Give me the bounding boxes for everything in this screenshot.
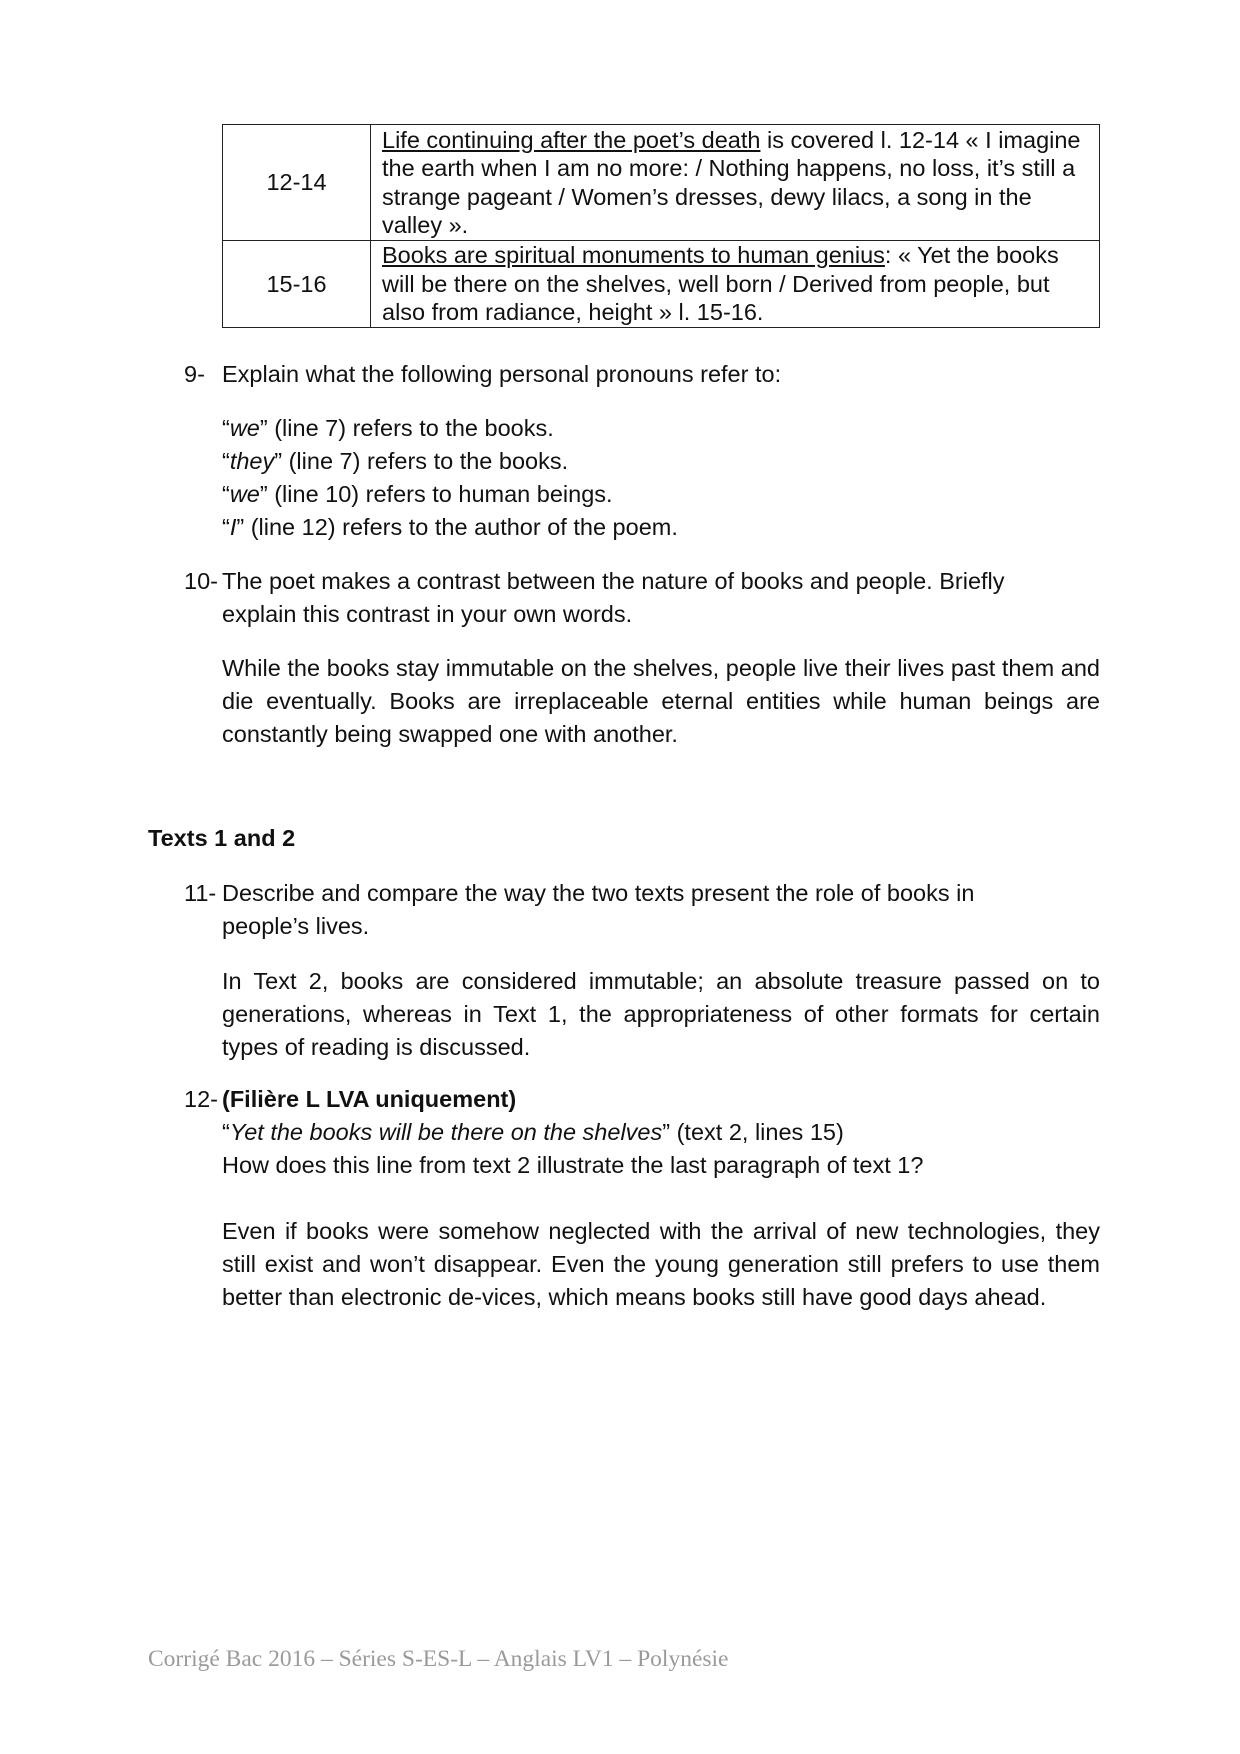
- question-number: 12-: [184, 1086, 218, 1112]
- quote-text: Yet the books will be there on the shelves: [229, 1119, 663, 1145]
- answer-table: [222, 124, 1100, 328]
- answer-paragraph: While the books stay immutable on the shelves, people live their lives past them and die eventually. Books are irreplaceable eternal entities while human beings are constantly being swapped one with another.: [222, 655, 1100, 747]
- pronoun: we: [229, 481, 260, 507]
- description-text: is covered l. 12-14 « I imagine the earth when I am no more: / Nothing happens, no loss, it’s still a strange pageant / Women’s dresses, dewy lilacs, a song in the valley ».: [382, 126, 1081, 238]
- pronoun: we: [229, 415, 260, 441]
- question-label: (Filière L LVA uniquement): [222, 1086, 517, 1112]
- table-row: [223, 125, 1100, 241]
- underlined-phrase: Books are spiritual monuments to human genius: [382, 242, 885, 268]
- question-number: 11-: [184, 880, 217, 906]
- section-heading: Texts 1 and 2: [148, 825, 296, 851]
- question-number: 9-: [184, 361, 205, 387]
- pronoun: I: [229, 514, 237, 540]
- question-9: [184, 358, 1100, 391]
- quoted-line: “Yet the books will be there on the shelves” (text 2, lines 15): [222, 1119, 844, 1145]
- pronoun: they: [229, 448, 275, 474]
- answer-paragraph: Even if books were somehow neglected with the arrival of new technologies, they still exist and won’t disappear. Even the young generation still prefers to use them better than electronic de-vices, which means books still have good days ahead.: [222, 1218, 1100, 1310]
- list-item: “they” (line 7) refers to the books.: [222, 448, 569, 474]
- question-text: Explain what the following personal pronouns refer to:: [222, 361, 782, 387]
- table-cell-description: [371, 241, 1100, 328]
- table-cell-lines: 12-14: [223, 125, 371, 241]
- answer-list: [222, 412, 1100, 544]
- page-footer: Corrigé Bac 2016 – Séries S-ES-L – Anglais LV1 – Polynésie: [148, 1646, 729, 1672]
- list-item: “we” (line 10) refers to human beings.: [222, 481, 613, 507]
- underlined-phrase: Life continuing after the poet’s death: [382, 126, 761, 153]
- question-text: How does this line from text 2 illustrate the last paragraph of text 1?: [222, 1152, 924, 1178]
- list-item: “I” (line 12) refers to the author of the poem.: [222, 514, 678, 540]
- question-text: Describe and compare the way the two texts present the role of books in people’s lives.: [222, 880, 975, 939]
- question-10: [184, 565, 1100, 631]
- question-12: [184, 1083, 1100, 1182]
- table-row: [223, 241, 1100, 328]
- description-text: : « Yet the books will be there on the shelves, well born / Derived from people, but also from radiance, height » l. 15-16.: [382, 242, 1059, 325]
- question-text: The poet makes a contrast between the nature of books and people. Briefly explain this contrast in your own words.: [222, 568, 1005, 627]
- list-item: “we” (line 7) refers to the books.: [222, 415, 554, 441]
- answer-paragraph: In Text 2, books are considered immutable; an absolute treasure passed on to generations, whereas in Text 1, the appropriateness of other formats for certain types of reading is discussed.: [222, 968, 1100, 1060]
- table-cell-lines: 15-16: [223, 241, 371, 328]
- table-cell-description: [371, 125, 1100, 241]
- question-number: 10-: [184, 568, 218, 594]
- question-11: [184, 877, 1100, 943]
